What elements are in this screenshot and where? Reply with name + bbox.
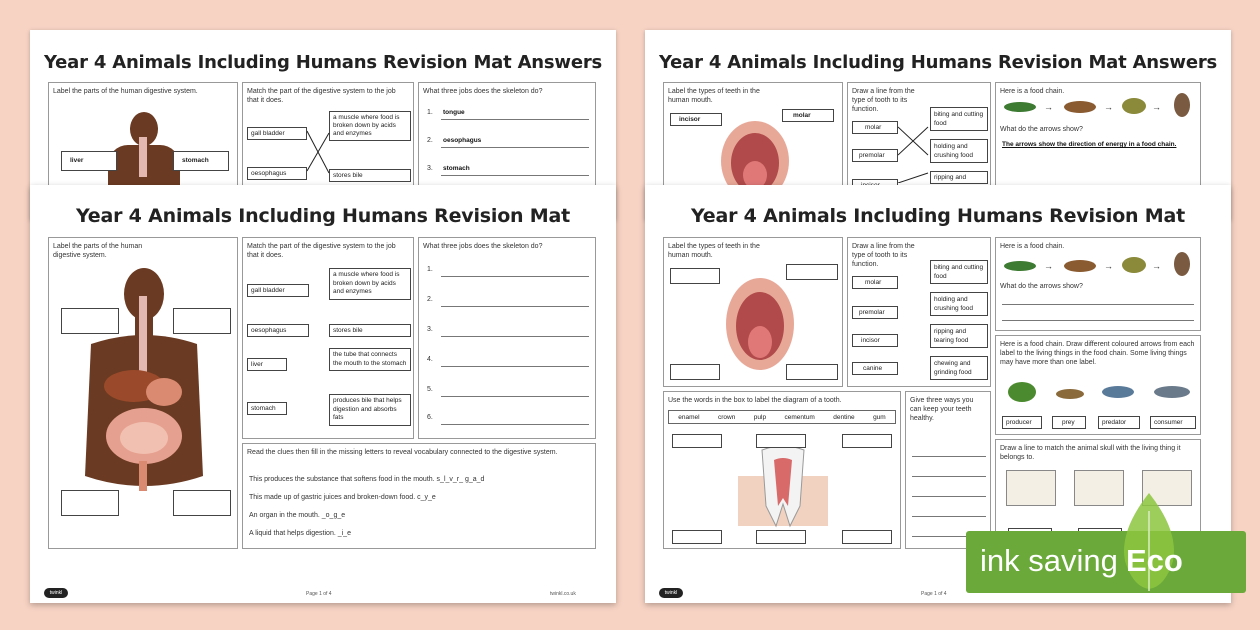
question: Draw a line to match the animal skull with the living thing it belongs to. xyxy=(1000,445,1181,461)
human-body-illustration xyxy=(79,266,209,506)
clues-box xyxy=(242,443,596,549)
tooth-label-molar: molar xyxy=(782,109,834,122)
clue: An organ in the mouth. _o_g_e xyxy=(249,512,346,519)
write-line[interactable] xyxy=(912,516,986,517)
blank-label[interactable] xyxy=(842,530,892,544)
question: What three jobs does the skeleton do? xyxy=(423,243,543,250)
answer-text: oesophagus xyxy=(443,137,482,144)
job-bile: stores bile xyxy=(329,324,411,337)
item-number: 4. xyxy=(427,356,433,363)
svg-text:→: → xyxy=(1152,261,1161,271)
label-liver: liver xyxy=(61,151,117,171)
skull-image xyxy=(1006,470,1056,506)
label-stomach: stomach xyxy=(173,151,229,171)
clue: A liquid that helps digestion. _i_e xyxy=(249,530,351,537)
word-enamel: enamel xyxy=(678,413,700,421)
write-line[interactable] xyxy=(441,396,589,397)
digestive-label-box xyxy=(48,237,238,549)
blank-label[interactable] xyxy=(61,308,119,334)
question: What do the arrows show? xyxy=(1000,283,1083,290)
question: Label the types of teeth in the human mouth. xyxy=(668,243,760,259)
teeth-health-box xyxy=(905,391,991,549)
word-crown: crown xyxy=(717,413,736,421)
question: What three jobs does the skeleton do? xyxy=(423,88,543,95)
word-box xyxy=(668,410,896,424)
ink-saving-text: ink saving xyxy=(980,543,1118,578)
item-number: 1. xyxy=(427,266,433,273)
question: Draw a line from the type of tooth to its function. xyxy=(852,243,915,268)
question: Label the types of teeth in the human mouth. xyxy=(668,88,760,104)
item-number: 3. xyxy=(427,326,433,333)
item-number: 3. xyxy=(427,165,433,172)
item-number: 1. xyxy=(427,109,433,116)
item-number: 2. xyxy=(427,296,433,303)
blank-label[interactable] xyxy=(756,434,806,448)
question: Use the words in the box to label the diagram of a tooth. xyxy=(668,397,842,404)
write-line xyxy=(441,175,589,176)
write-line[interactable] xyxy=(441,276,589,277)
tooth-premolar: premolar xyxy=(852,149,898,162)
tooth-incisor: incisor xyxy=(852,334,898,347)
function-ripping: ripping and xyxy=(930,171,988,184)
tooth-label-incisor: incisor xyxy=(670,113,722,126)
blank-label[interactable] xyxy=(756,530,806,544)
blank-label[interactable] xyxy=(842,434,892,448)
organ-stomach: stomach xyxy=(247,402,287,415)
clue: This made up of gastric juices and broken-down food. c_y_e xyxy=(249,494,436,501)
write-line[interactable] xyxy=(912,496,986,497)
answer-text: tongue xyxy=(443,109,465,116)
item-number: 5. xyxy=(427,386,433,393)
teeth-label-box xyxy=(663,237,843,387)
blank-label[interactable] xyxy=(173,490,231,516)
write-line[interactable] xyxy=(441,366,589,367)
function-biting: biting and cutting food xyxy=(930,260,988,284)
function-holding: holding and crushing food xyxy=(930,139,988,163)
write-line xyxy=(441,119,589,120)
answer-text: stomach xyxy=(443,165,470,172)
sheet-title: Year 4 Animals Including Humans Revision Mat xyxy=(75,205,571,227)
organ-oesophagus: oesophagus xyxy=(247,324,309,337)
function-holding: holding and crushing food xyxy=(930,292,988,316)
ink-saving-eco-badge xyxy=(966,531,1246,593)
page-number: Page 1 of 4 xyxy=(306,591,332,597)
question: Match the part of the digestive system to the job that it does. xyxy=(247,88,396,104)
write-line[interactable] xyxy=(441,336,589,337)
svg-text:→: → xyxy=(1044,261,1053,271)
organ-liver: liver xyxy=(247,358,287,371)
svg-text:→: → xyxy=(1104,102,1113,112)
food-chain-illustration xyxy=(1000,250,1196,280)
clue: This produces the substance that softens food in the mouth. s_l_v_r_ g_a_d xyxy=(249,476,485,483)
blank-label[interactable] xyxy=(672,434,722,448)
question: Here is a food chain. xyxy=(1000,243,1065,250)
question: Here is a food chain. Draw different coloured arrows from each label to the living things in the food chain. Some living things may have more than one label. xyxy=(1000,341,1195,366)
chain-label-consumer: consumer xyxy=(1150,416,1196,429)
chain-label-predator: predator xyxy=(1098,416,1140,429)
chain-label-producer: producer xyxy=(1002,416,1042,429)
svg-text:→: → xyxy=(1044,102,1053,112)
clues-intro: Read the clues then fill in the missing letters to reveal vocabulary connected to the digestive system. xyxy=(247,449,558,456)
mouth-illustration xyxy=(724,276,796,372)
sheet-mat-left xyxy=(30,185,616,603)
organ-gall-bladder: gall bladder xyxy=(247,284,309,297)
write-line[interactable] xyxy=(441,424,589,425)
tooth-diagram-box xyxy=(663,391,901,549)
blank-label[interactable] xyxy=(786,264,838,280)
question: Draw a line from the type of tooth to its function. xyxy=(852,88,915,113)
sheet-title: Year 4 Animals Including Humans Revision Mat Answers xyxy=(658,52,1218,73)
word-cementum: cementum xyxy=(784,413,815,421)
eco-text: Eco xyxy=(1126,543,1183,578)
site-url: twinkl.co.uk xyxy=(550,591,576,597)
question: Label the parts of the human digestive system. xyxy=(53,243,143,259)
organ-gall-bladder: gall bladder xyxy=(247,127,307,140)
word-gum: gum xyxy=(873,413,886,421)
write-line[interactable] xyxy=(441,306,589,307)
function-chewing: chewing and grinding food xyxy=(930,356,988,380)
write-line[interactable] xyxy=(1002,304,1194,305)
function-ripping: ripping and tearing food xyxy=(930,324,988,348)
match-lines xyxy=(898,123,930,183)
food-chain-illustration xyxy=(1000,91,1196,121)
function-biting: biting and cutting food xyxy=(930,107,988,131)
match-box xyxy=(242,237,414,439)
tooth-molar: molar xyxy=(852,276,898,289)
tooth-function-box xyxy=(847,237,991,387)
blank-label[interactable] xyxy=(173,308,231,334)
blank-label[interactable] xyxy=(786,364,838,380)
twinkl-logo: twinkl xyxy=(659,588,683,598)
tooth-canine: canine xyxy=(852,362,898,375)
job-produces-bile: produces bile that helps digestion and absorbs fats xyxy=(329,394,411,426)
write-line[interactable] xyxy=(912,456,986,457)
question: Label the parts of the human digestive system. xyxy=(53,88,198,95)
blank-label[interactable] xyxy=(61,490,119,516)
job-bile: stores bile xyxy=(329,169,411,182)
tooth-diagram xyxy=(738,446,828,530)
question: What do the arrows show? xyxy=(1000,126,1083,133)
word-pulp: pulp xyxy=(753,413,767,421)
question: Match the part of the digestive system to the job that it does. xyxy=(247,243,396,259)
item-number: 2. xyxy=(427,137,433,144)
food-chain-box xyxy=(995,237,1201,331)
page-number: Page 1 of 4 xyxy=(921,591,947,597)
blank-label[interactable] xyxy=(672,530,722,544)
skeleton-box xyxy=(418,237,596,439)
sheet-title: Year 4 Animals Including Humans Revision Mat xyxy=(690,205,1186,227)
twinkl-logo: twinkl xyxy=(44,588,68,598)
word-dentine: dentine xyxy=(833,413,855,421)
sheet-title: Year 4 Animals Including Humans Revision Mat Answers xyxy=(43,52,603,73)
svg-text:→: → xyxy=(1152,102,1161,112)
job-muscle: a muscle where food is broken down by acids and enzymes xyxy=(329,268,411,300)
job-tube: the tube that connects the mouth to the stomach xyxy=(329,348,411,371)
svg-text:→: → xyxy=(1104,261,1113,271)
tooth-premolar: premolar xyxy=(852,306,898,319)
question: Give three ways you can keep your teeth healthy. xyxy=(910,397,974,422)
job-muscle: a muscle where food is broken down by acids and enzymes xyxy=(329,111,411,141)
match-lines xyxy=(307,123,331,183)
chain-label-prey: prey xyxy=(1052,416,1086,429)
question: Here is a food chain. xyxy=(1000,88,1065,95)
organ-oesophagus: oesophagus xyxy=(247,167,307,180)
write-line xyxy=(441,147,589,148)
food-chain-label-box xyxy=(995,335,1201,435)
blank-label[interactable] xyxy=(670,268,720,284)
tooth-molar: molar xyxy=(852,121,898,134)
blank-label[interactable] xyxy=(670,364,720,380)
answer-text: The arrows show the direction of energy in a food chain. xyxy=(1002,141,1177,148)
write-line[interactable] xyxy=(1002,320,1194,321)
item-number: 6. xyxy=(427,414,433,421)
ocean-food-chain-illustration xyxy=(1000,380,1196,406)
write-line[interactable] xyxy=(912,476,986,477)
